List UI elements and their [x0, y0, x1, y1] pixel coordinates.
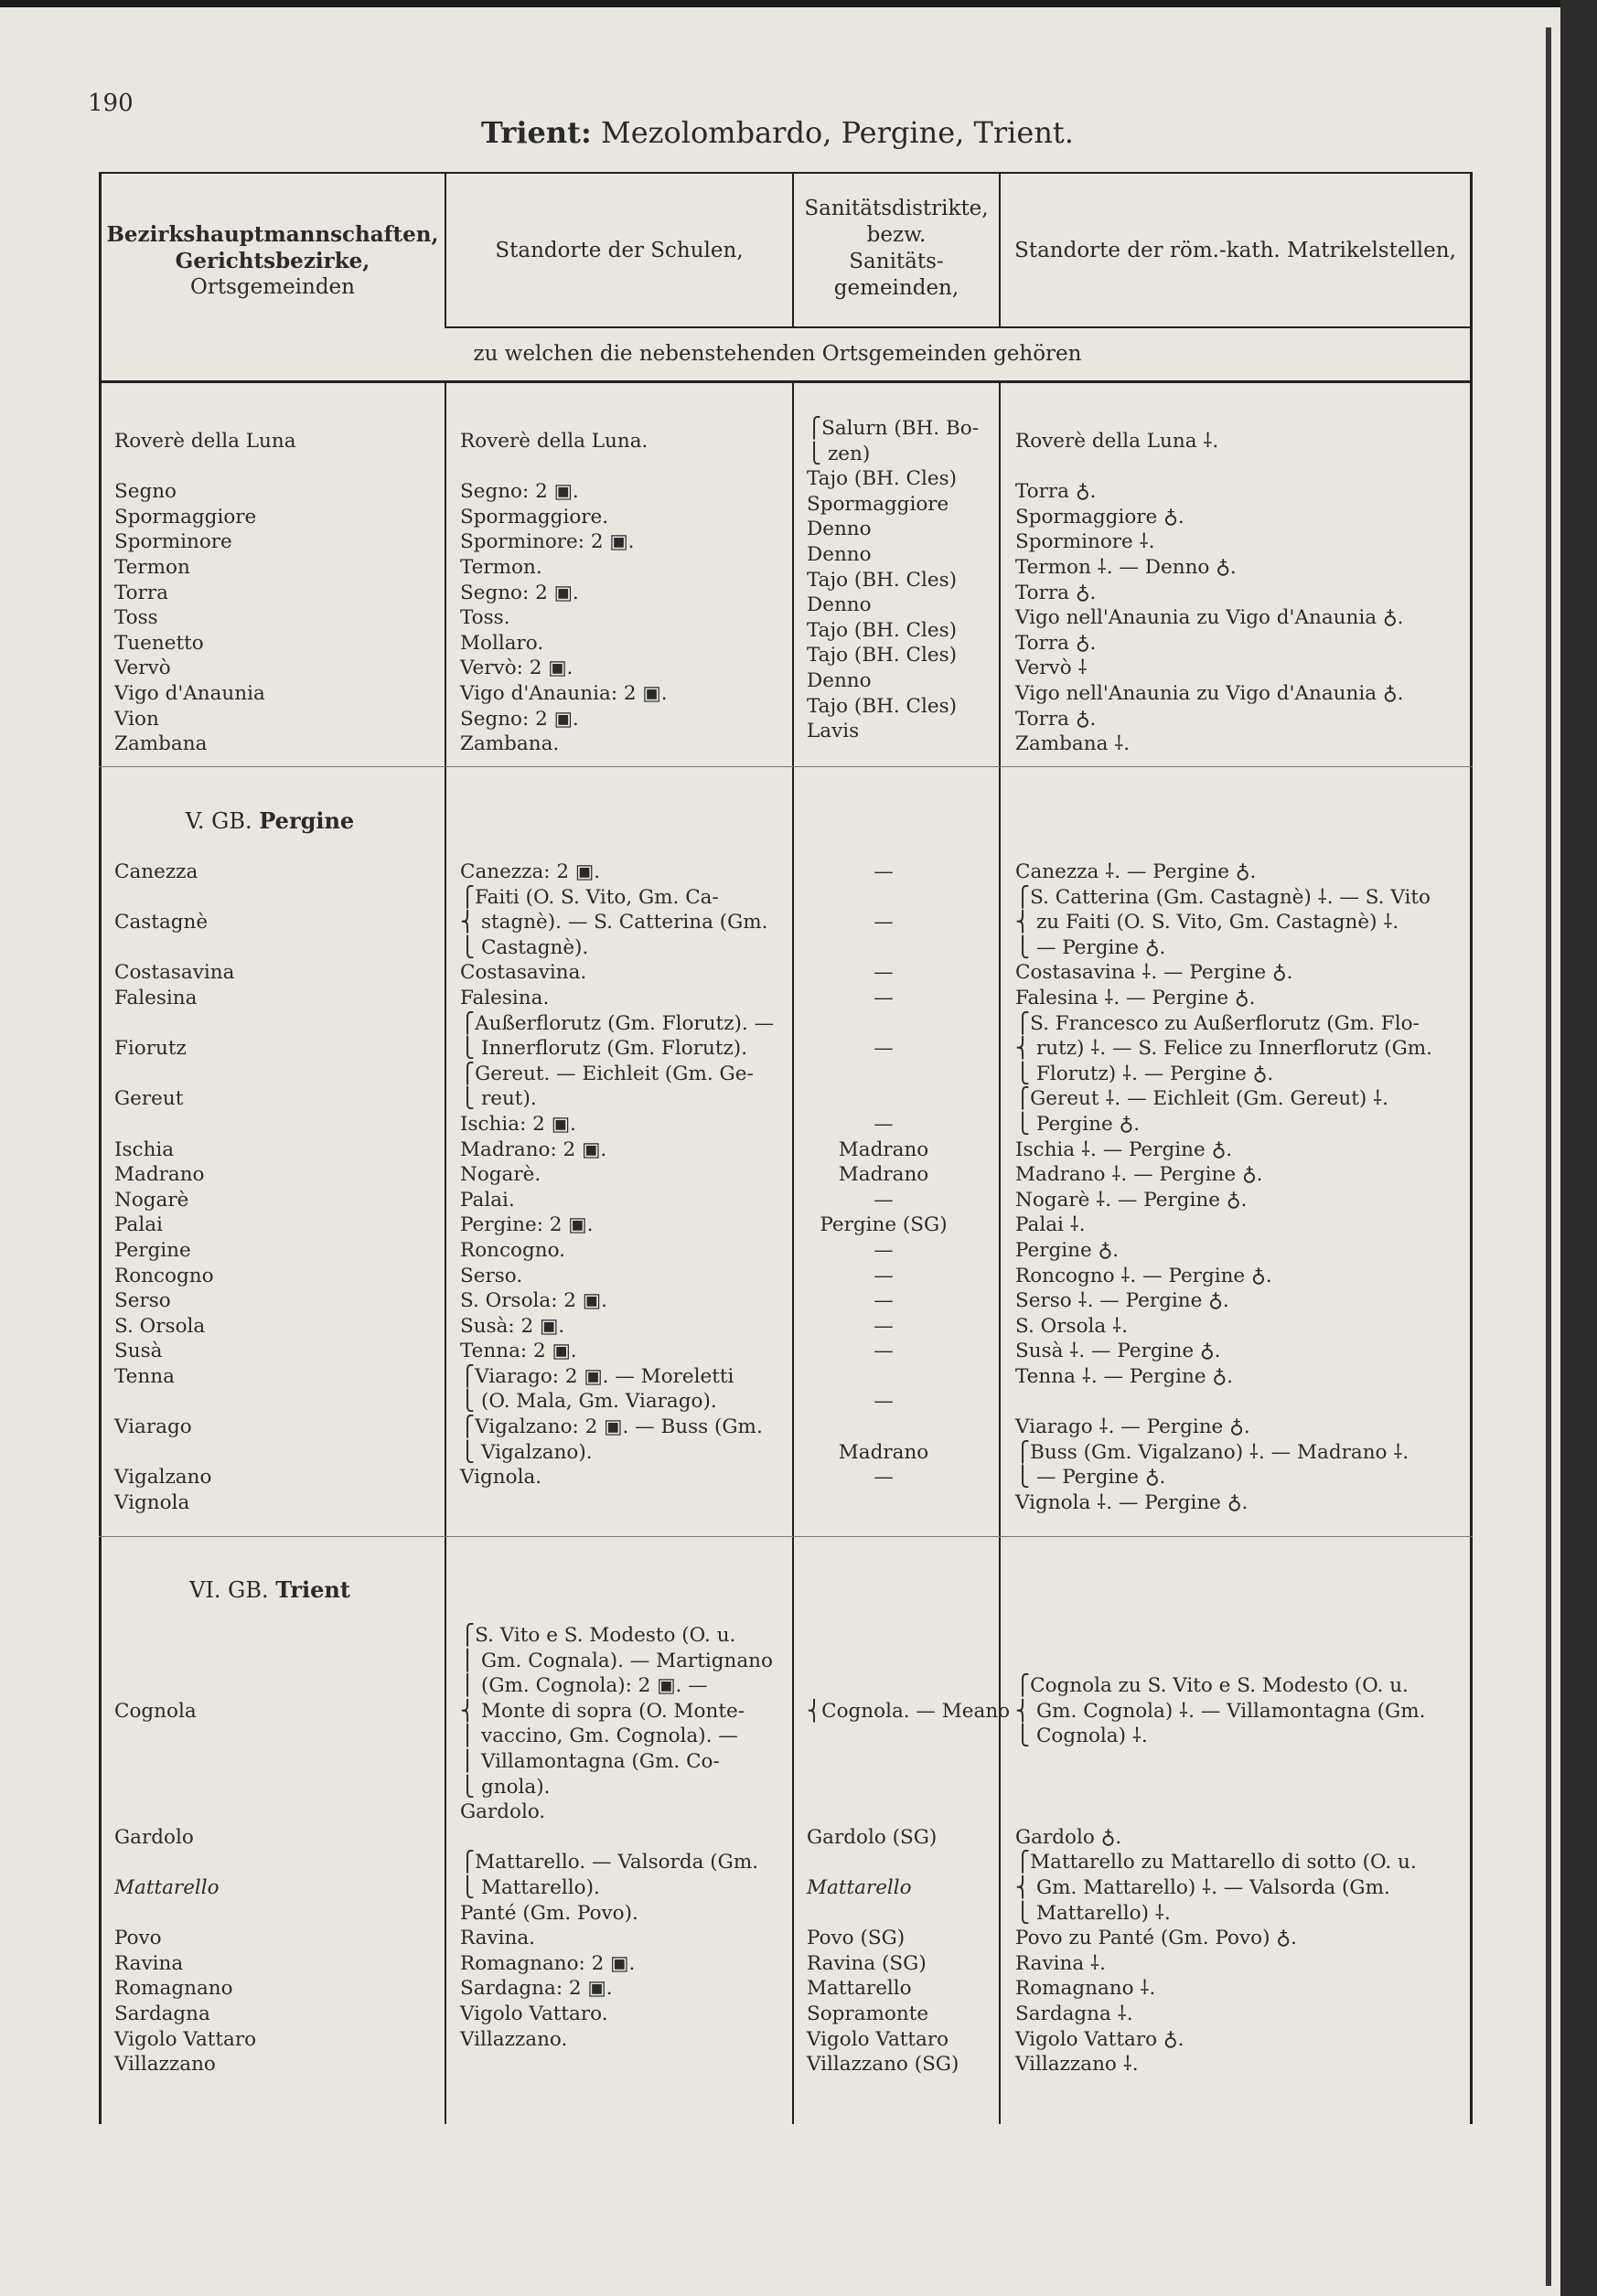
trient-matrikel: ⎩ Cognola) ⸸.: [1015, 1725, 1148, 1748]
pergine-gemeinde: Gereut: [114, 1087, 184, 1111]
pergine-matrikel: ⎩ — Pergine ♁.: [1015, 935, 1166, 959]
pergine-matrikel: Costasavina ⸸. — Pergine ♁.: [1015, 961, 1293, 985]
pergine-matrikel: Viarago ⸸. — Pergine ♁.: [1015, 1415, 1250, 1439]
trient-matrikel: ⎩ Mattarello) ⸸.: [1015, 1901, 1171, 1925]
pergine-gemeinde: Ischia: [114, 1137, 175, 1161]
header-col3: [794, 196, 999, 302]
trient-schule: Villazzano.: [460, 2027, 568, 2051]
trient-schule: ⎨ Monte di sopra (O. Monte-: [460, 1699, 745, 1723]
pergine-matrikel: ⎧Gereut ⸸. — Eichleit (Gm. Gereut) ⸸.: [1015, 1087, 1388, 1111]
section-rule-1: [99, 766, 1473, 767]
pergine-heading-prefix: V. GB.: [185, 808, 252, 834]
mezo-sanitaet: Tajo (BH. Cles): [807, 618, 958, 642]
pergine-matrikel: Pergine ♁.: [1015, 1238, 1120, 1262]
col-divider-1-body: [445, 383, 446, 2124]
pergine-gemeinde: [114, 885, 234, 911]
mezo-sanitaet: ⎧Salurn (BH. Bo-: [807, 417, 979, 440]
pergine-gemeinde: Vignola: [114, 1490, 190, 1514]
trient-gemeinde: Povo: [114, 1927, 162, 1950]
mezo-gemeinde: Tuenetto: [114, 631, 204, 655]
trient-gemeinde: Cognola: [114, 1699, 197, 1723]
header-col3-line4: gemeinden,: [833, 276, 959, 300]
trient-matrikel: [1015, 1775, 1425, 1800]
pergine-gemeinde: Fiorutz: [114, 1037, 187, 1061]
pergine-schule: Serso.: [460, 1264, 523, 1287]
header-bottom-rule: [99, 380, 1473, 383]
pergine-sanitaet: [792, 935, 975, 961]
mezo-schule: Spormaggiore.: [460, 505, 609, 529]
pergine-schule: ⎧Vigalzano: 2 ▣. — Buss (Gm.: [460, 1415, 763, 1439]
trient-schule: ⎧S. Vito e S. Modesto (O. u.: [460, 1624, 736, 1647]
pergine-heading: [114, 807, 425, 834]
pergine-schule: Tenna: 2 ▣.: [460, 1340, 577, 1363]
pergine-sanitaet: —: [874, 1112, 894, 1136]
trient-gemeinde: [114, 1749, 256, 1775]
trient-schule: Sardagna: 2 ▣.: [460, 1977, 613, 2001]
trient-gemeinde: [114, 1850, 256, 1875]
mezo-gemeinden-column: [114, 429, 296, 757]
pergine-sanitaet: —: [874, 1466, 894, 1490]
trient-schule: ⎪ Gm. Cognala). — Martignano: [460, 1649, 773, 1672]
pergine-matrikel: ⎩ Florutz) ⸸. — Pergine ♁.: [1015, 1062, 1274, 1085]
pergine-matrikel: ⎨ zu Faiti (O. S. Vito, Gm. Castagnè) ⸸.: [1015, 911, 1399, 934]
pergine-matrikel: Canezza ⸸. — Pergine ♁.: [1015, 860, 1257, 883]
pergine-schule: ⎧Außerflorutz (Gm. Florutz). —: [460, 1011, 775, 1035]
trient-gemeinde: Villazzano: [114, 2053, 216, 2077]
trient-sanitaet: Povo (SG): [807, 1927, 906, 1950]
scan-edge-right: [1560, 0, 1597, 2296]
trient-schule: [460, 1825, 773, 1851]
trient-matrikel: Povo zu Panté (Gm. Povo) ♁.: [1015, 1927, 1297, 1950]
mezo-schule: Zambana.: [460, 732, 560, 756]
pergine-gemeinden-column: [114, 860, 234, 1515]
pergine-matrikel: Roncogno ⸸. — Pergine ♁.: [1015, 1264, 1272, 1287]
mezo-gemeinde: Termon: [114, 555, 190, 579]
mezo-schule: Sporminore: 2 ▣.: [460, 530, 635, 554]
trient-matrikel: Ravina ⸸.: [1015, 1951, 1106, 1975]
pergine-gemeinde: Nogarè: [114, 1188, 189, 1212]
mezo-gemeinde: Vigo d'Anaunia: [114, 681, 265, 705]
trient-gemeinde: Ravina: [114, 1951, 184, 1975]
mezo-schulen-column: [460, 429, 668, 757]
pergine-schule: Ischia: 2 ▣.: [460, 1112, 576, 1136]
mezo-sanitaet: Tajo (BH. Cles): [807, 568, 958, 592]
pergine-gemeinde: Tenna: [114, 1364, 175, 1388]
header-col4: Standorte der röm.-kath. Matrikelstellen,: [1014, 239, 1456, 262]
trient-sanitaet: [807, 1724, 1010, 1749]
trient-gemeinde: [114, 1901, 256, 1927]
mezo-sanitaet: Tajo (BH. Cles): [807, 467, 958, 491]
pergine-schule: ⎧Viarago: 2 ▣. — Moreletti: [460, 1364, 734, 1388]
page-number: 190: [88, 90, 134, 117]
mezo-matrikel: Torra ♁.: [1015, 631, 1097, 655]
mezo-gemeinde: Vion: [114, 707, 159, 731]
trient-sanitaet: Mattarello: [807, 1875, 912, 1899]
pergine-sanitaet: —: [874, 911, 894, 934]
header-col3-line1: Sanitätsdistrikte,: [804, 197, 989, 220]
header-col2: Standorte der Schulen,: [495, 239, 744, 262]
pergine-gemeinde: [114, 1389, 234, 1415]
pergine-matrikel: ⎧S. Francesco zu Außerflorutz (Gm. Flo-: [1015, 1011, 1420, 1035]
mezo-matrikel: Vervò ⸸: [1015, 657, 1088, 680]
pergine-gemeinde: Falesina: [114, 986, 198, 1009]
pergine-schule: Palai.: [460, 1188, 515, 1212]
trient-sanitaet: Villazzano (SG): [807, 2053, 959, 2077]
header-col1-line2: Gerichtsbezirke,: [175, 249, 370, 273]
header-col1-line1: Bezirkshauptmannschaften,: [106, 222, 439, 247]
mezo-sanitaet-column: [807, 416, 979, 744]
pergine-gemeinde: [114, 1440, 234, 1466]
mezo-matrikel: Zambana ⸸.: [1015, 732, 1131, 756]
pergine-sanitaet: [792, 1415, 975, 1440]
mezo-gemeinde: Spormaggiore: [114, 505, 257, 529]
trient-schule: Panté (Gm. Povo).: [460, 1901, 638, 1925]
mezo-schule: Segno: 2 ▣.: [460, 480, 579, 504]
pergine-matrikel: ⎨ rutz) ⸸. — S. Felice zu Innerflorutz (Gm.: [1015, 1037, 1432, 1061]
header-divider: [445, 326, 1473, 328]
mezo-matrikel-column: [1015, 429, 1403, 757]
trient-schule: ⎪ vaccino, Gm. Cognola). —: [460, 1725, 738, 1748]
mezo-schule: Segno: 2 ▣.: [460, 581, 579, 604]
trient-sanitaet: Sopramonte: [807, 2002, 929, 2025]
trient-schule: ⎧Mattarello. — Valsorda (Gm.: [460, 1851, 759, 1874]
pergine-sanitaet: —: [874, 1340, 894, 1363]
trient-schule: ⎩ gnola).: [460, 1775, 551, 1799]
pergine-sanitaet: Madrano: [838, 1163, 929, 1187]
pergine-sanitaet: —: [874, 1188, 894, 1212]
trient-matrikel: ⎨ Gm. Cognola) ⸸. — Villamontagna (Gm.: [1015, 1699, 1426, 1723]
pergine-sanitaet: —: [874, 1238, 894, 1262]
pergine-matrikel: [1015, 1389, 1432, 1415]
mezo-sanitaet: Denno: [807, 542, 872, 566]
pergine-gemeinde: Canezza: [114, 860, 198, 883]
pergine-sanitaet: [792, 1364, 975, 1390]
trient-sanitaet: Ravina (SG): [807, 1951, 927, 1975]
trient-sanitaet: [807, 1673, 1010, 1699]
pergine-schule: S. Orsola: 2 ▣.: [460, 1289, 607, 1313]
pergine-sanitaet: —: [874, 961, 894, 985]
pergine-matrikel-column: [1015, 860, 1432, 1515]
pergine-matrikel: Tenna ⸸. — Pergine ♁.: [1015, 1364, 1233, 1388]
trient-sanitaet: Mattarello: [807, 1977, 912, 2001]
pergine-matrikel: Susà ⸸. — Pergine ♁.: [1015, 1340, 1221, 1363]
pergine-schulen-column: [460, 860, 774, 1490]
mezo-schule: Mollaro.: [460, 631, 544, 655]
pergine-schule: Falesina.: [460, 986, 550, 1009]
trient-matrikel: ⎧Cognola zu S. Vito e S. Modesto (O. u.: [1015, 1674, 1409, 1698]
pergine-sanitaet-column: [807, 860, 975, 1490]
pergine-sanitaet: —: [874, 986, 894, 1009]
pergine-schule: ⎧Gereut. — Eichleit (Gm. Ge-: [460, 1062, 754, 1085]
pergine-gemeinde: Palai: [114, 1213, 163, 1237]
trient-schule: Vigolo Vattaro.: [460, 2002, 608, 2025]
pergine-sanitaet: [792, 1062, 975, 1087]
mezo-gemeinde: Sporminore: [114, 530, 232, 554]
trient-matrikel: Romagnano ⸸.: [1015, 1977, 1156, 2001]
trient-sanitaet: [807, 1850, 1010, 1875]
trient-sanitaet: Gardolo (SG): [807, 1825, 938, 1849]
trient-gemeinde: [114, 1724, 256, 1749]
trient-gemeinde: Mattarello: [114, 1875, 220, 1899]
mezo-matrikel: Vigo nell'Anaunia zu Vigo d'Anaunia ♁.: [1015, 606, 1404, 630]
pergine-gemeinde: Pergine: [114, 1238, 191, 1262]
mezo-matrikel: Vigo nell'Anaunia zu Vigo d'Anaunia ♁.: [1015, 681, 1404, 705]
pergine-gemeinde: [114, 1112, 234, 1137]
pergine-gemeinde: Viarago: [114, 1415, 192, 1439]
table-border-right: [1470, 172, 1473, 2124]
trient-gemeinde: Romagnano: [114, 1977, 233, 2001]
pergine-matrikel: ⎩ Pergine ♁.: [1015, 1112, 1141, 1136]
trient-schule: ⎪ Villamontagna (Gm. Co-: [460, 1749, 720, 1773]
pergine-schule: Nogarè.: [460, 1163, 541, 1187]
mezo-matrikel: Torra ♁.: [1015, 707, 1097, 731]
trient-matrikel: Vigolo Vattaro ♁.: [1015, 2027, 1184, 2051]
pergine-sanitaet: —: [874, 1289, 894, 1313]
mezo-gemeinde: Toss: [114, 606, 158, 630]
pergine-gemeinde: [114, 1011, 234, 1037]
mezo-gemeinde: Vervò: [114, 657, 171, 680]
pergine-gemeinde: Roncogno: [114, 1264, 214, 1287]
table-border-top: [99, 172, 1473, 174]
pergine-matrikel: ⎩ — Pergine ♁.: [1015, 1466, 1166, 1490]
pergine-sanitaet: Madrano: [838, 1137, 929, 1161]
pergine-matrikel: ⎧Buss (Gm. Vigalzano) ⸸. — Madrano ⸸.: [1015, 1440, 1409, 1464]
trient-sanitaet-column: [807, 1623, 1010, 2077]
trient-matrikel: Gardolo ♁.: [1015, 1825, 1122, 1849]
header-col3-line2: bezw.: [866, 223, 927, 247]
mezo-matrikel: Torra ♁.: [1015, 581, 1097, 604]
pergine-schule: Susà: 2 ▣.: [460, 1314, 565, 1338]
trient-sanitaet: [807, 1775, 1010, 1800]
pergine-sanitaet: —: [874, 1390, 894, 1414]
pergine-sanitaet: Pergine (SG): [820, 1213, 948, 1237]
pergine-sanitaet: Madrano: [838, 1440, 929, 1464]
trient-sanitaet: [807, 1749, 1010, 1775]
pergine-gemeinde: Castagnè: [114, 911, 209, 934]
trient-gemeinde: Vigolo Vattaro: [114, 2027, 257, 2051]
mezo-sanitaet: ⎩ zen): [807, 442, 871, 465]
pergine-sanitaet: [792, 1011, 975, 1037]
header-subheader: zu welchen die nebenstehenden Ortsgemeinden gehören: [473, 342, 1082, 366]
pergine-schule: ⎧Faiti (O. S. Vito, Gm. Ca-: [460, 885, 719, 909]
trient-gemeinde: [114, 1775, 256, 1800]
trient-matrikel: [1015, 1623, 1425, 1649]
mezo-matrikel: Sporminore ⸸.: [1015, 530, 1155, 554]
mezo-matrikel: [1015, 454, 1403, 480]
pergine-matrikel: Serso ⸸. — Pergine ♁.: [1015, 1289, 1229, 1313]
trient-matrikel: ⎧Mattarello zu Mattarello di sotto (O. u.: [1015, 1851, 1417, 1874]
mezo-matrikel: Roverè della Luna ⸸.: [1015, 430, 1219, 453]
trient-matrikel-column: [1015, 1623, 1425, 2077]
trient-sanitaet: Vigolo Vattaro: [807, 2027, 949, 2051]
pergine-matrikel: Nogarè ⸸. — Pergine ♁.: [1015, 1188, 1248, 1212]
trient-heading-prefix: VI. GB.: [189, 1577, 269, 1603]
table-border-left: [99, 172, 102, 2124]
mezo-gemeinde: Zambana: [114, 732, 208, 756]
pergine-matrikel: S. Orsola ⸸.: [1015, 1314, 1128, 1338]
trient-matrikel: [1015, 1649, 1425, 1674]
mezo-sanitaet: Tajo (BH. Cles): [807, 644, 958, 667]
mezo-gemeinde: Torra: [114, 581, 168, 604]
pergine-schule: ⎩ Castagnè).: [460, 935, 589, 959]
pergine-gemeinde: Serso: [114, 1289, 171, 1313]
pergine-sanitaet: —: [874, 1264, 894, 1287]
pergine-sanitaet: —: [874, 1037, 894, 1061]
mezo-schule: [460, 454, 668, 480]
pergine-schule: ⎩ Vigalzano).: [460, 1440, 593, 1464]
mezo-gemeinde: Roverè della Luna: [114, 430, 296, 453]
pergine-schule: Roncogno.: [460, 1238, 565, 1262]
mezo-matrikel: Termon ⸸. — Denno ♁.: [1015, 555, 1237, 579]
mezo-matrikel: Torra ♁.: [1015, 480, 1097, 504]
pergine-gemeinde: Susà: [114, 1340, 163, 1363]
mezo-schule: Roverè della Luna.: [460, 430, 648, 453]
trient-gemeinden-column: [114, 1623, 256, 2077]
pergine-matrikel: Madrano ⸸. — Pergine ♁.: [1015, 1163, 1263, 1187]
pergine-gemeinde: [114, 1062, 234, 1087]
pergine-gemeinde: Madrano: [114, 1163, 205, 1187]
pergine-schule: ⎩ Innerflorutz (Gm. Florutz).: [460, 1037, 748, 1061]
pergine-gemeinde: Costasavina: [114, 961, 235, 985]
pergine-schule: Costasavina.: [460, 961, 587, 985]
trient-gemeinde: Gardolo: [114, 1825, 194, 1849]
trient-matrikel: [1015, 1749, 1425, 1775]
trient-gemeinde: [114, 1623, 256, 1649]
trient-matrikel: Sardagna ⸸.: [1015, 2002, 1133, 2025]
trient-sanitaet: ⎨Cognola. — Meano: [807, 1699, 1011, 1723]
page-title: [0, 115, 1555, 150]
pergine-schule: ⎨ stagnè). — S. Catterina (Gm.: [460, 911, 768, 934]
pergine-matrikel: Vignola ⸸. — Pergine ♁.: [1015, 1490, 1249, 1514]
pergine-matrikel: ⎧S. Catterina (Gm. Castagnè) ⸸. — S. Vito: [1015, 885, 1431, 909]
mezo-schule: Segno: 2 ▣.: [460, 707, 579, 731]
mezo-schule: Termon.: [460, 555, 542, 579]
scan-edge-shadow: [1546, 27, 1551, 2286]
page-title-bold: Trient:: [481, 115, 592, 150]
mezo-schule: Toss.: [460, 606, 510, 630]
trient-schulen-column: [460, 1623, 773, 2052]
pergine-sanitaet: [792, 1086, 975, 1112]
header-col1: [101, 221, 445, 301]
trient-matrikel: ⎨ Gm. Mattarello) ⸸. — Valsorda (Gm.: [1015, 1875, 1390, 1899]
pergine-sanitaet: [792, 885, 975, 911]
pergine-gemeinde: [114, 935, 234, 961]
pergine-schule: Madrano: 2 ▣.: [460, 1137, 607, 1161]
trient-schule: ⎪ (Gm. Cognola): 2 ▣. —: [460, 1674, 708, 1698]
mezo-matrikel: Spormaggiore ♁.: [1015, 505, 1184, 529]
page-title-rest: Mezolombardo, Pergine, Trient.: [591, 115, 1074, 150]
trient-schule: Romagnano: 2 ▣.: [460, 1951, 636, 1975]
pergine-matrikel: Ischia ⸸. — Pergine ♁.: [1015, 1137, 1233, 1161]
pergine-matrikel: Falesina ⸸. — Pergine ♁.: [1015, 986, 1256, 1009]
trient-gemeinde: Sardagna: [114, 2002, 210, 2025]
trient-sanitaet: [807, 1799, 1010, 1825]
mezo-gemeinde: Segno: [114, 480, 177, 504]
mezo-sanitaet: Tajo (BH. Cles): [807, 694, 958, 718]
header-col1-line3: Ortsgemeinden: [190, 275, 355, 299]
pergine-schule: ⎩ (O. Mala, Gm. Viarago).: [460, 1390, 717, 1414]
trient-sanitaet: [807, 1649, 1010, 1674]
trient-sanitaet: [807, 1901, 1010, 1927]
trient-heading-name: Trient: [275, 1576, 350, 1603]
pergine-schule: Vignola.: [460, 1466, 542, 1490]
mezo-schule: Vigo d'Anaunia: 2 ▣.: [460, 681, 668, 705]
scan-edge-top: [0, 0, 1597, 7]
trient-schule: Gardolo.: [460, 1800, 546, 1824]
trient-sanitaet: [807, 1623, 1010, 1649]
mezo-sanitaet: Lavis: [807, 720, 860, 743]
pergine-schule: Pergine: 2 ▣.: [460, 1213, 594, 1237]
pergine-heading-name: Pergine: [259, 807, 355, 834]
pergine-sanitaet: —: [874, 1314, 894, 1338]
trient-matrikel: Villazzano ⸸.: [1015, 2053, 1139, 2077]
trient-gemeinde: [114, 1649, 256, 1674]
trient-schule: Ravina.: [460, 1927, 536, 1950]
mezo-sanitaet: Spormaggiore: [807, 492, 949, 516]
trient-heading: [114, 1576, 425, 1603]
pergine-schule: ⎩ reut).: [460, 1087, 537, 1111]
mezo-schule: Vervò: 2 ▣.: [460, 657, 573, 680]
trient-matrikel: [1015, 1799, 1425, 1825]
trient-schule: ⎩ Mattarello).: [460, 1875, 600, 1899]
pergine-gemeinde: S. Orsola: [114, 1314, 206, 1338]
trient-gemeinde: [114, 1673, 256, 1699]
mezo-sanitaet: Denno: [807, 518, 872, 541]
trient-gemeinde: [114, 1799, 256, 1825]
mezo-sanitaet: Denno: [807, 668, 872, 692]
header-col3-line3: Sanitäts-: [849, 250, 944, 273]
mezo-gemeinde: [114, 454, 296, 480]
pergine-gemeinde: Vigalzano: [114, 1466, 212, 1490]
pergine-schule: Canezza: 2 ▣.: [460, 860, 601, 883]
mezo-sanitaet: Denno: [807, 593, 872, 617]
section-rule-2: [99, 1536, 1473, 1537]
pergine-sanitaet: —: [874, 860, 894, 883]
pergine-matrikel: Palai ⸸.: [1015, 1213, 1086, 1237]
